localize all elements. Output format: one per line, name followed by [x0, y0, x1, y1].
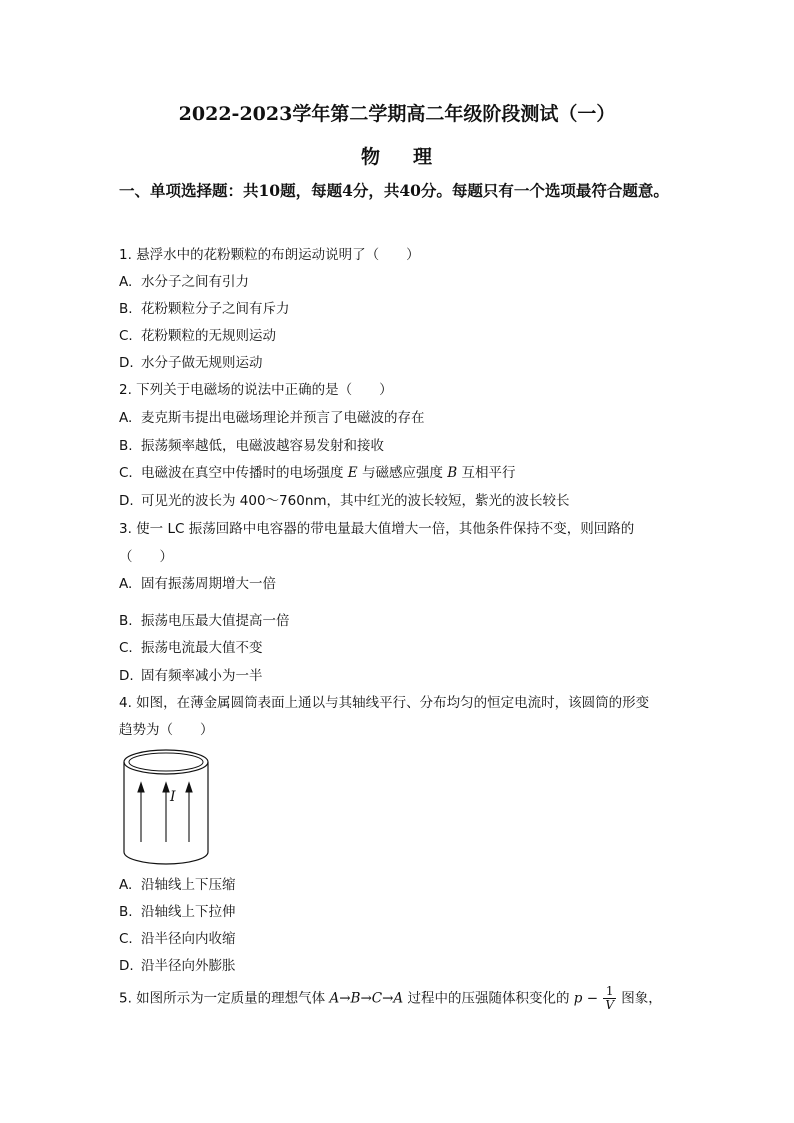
question-1-option-c: C. 花粉颗粒的无规则运动: [119, 328, 276, 344]
current-label: I: [170, 789, 176, 805]
question-2-option-b: B. 振荡频率越低，电磁波越容易发射和接收: [119, 438, 384, 454]
cylinder-top-inner: [129, 753, 203, 771]
question-4-stem-line2: 趋势为（ ）: [119, 722, 214, 738]
question-1-option-b: B. 花粉颗粒分子之间有斥力: [119, 301, 290, 317]
reciprocal-v-fraction: $\frac{1}{V}$: [605, 984, 614, 1012]
cylinder-top-outer: [124, 750, 208, 774]
process-path: A→B→C→A: [329, 990, 404, 1007]
question-3-stem-line1: 3. 使一 LC 振荡回路中电容器的带电量最大值增大一倍，其他条件保持不变，则回路的: [119, 521, 635, 537]
section-heading: 一、单项选择题：共10题，每题4分，共40分。每题只有一个选项最符合题意。: [119, 181, 669, 200]
question-3-stem-line2: （ ）: [119, 549, 173, 565]
question-4-option-d: D. 沿半径向外膨胀: [119, 958, 236, 974]
subject-char-1: 物: [360, 146, 381, 168]
question-5-stem: 5. 如图所示为一定质量的理想气体 A→B→C→A 过程中的压强随体积变化的 p − $\frac{1}{V}$ 图象，: [119, 984, 662, 1012]
question-4-stem-line1: 4. 如图，在薄金属圆筒表面上通以与其轴线平行、分布均匀的恒定电流时，该圆筒的形变: [119, 695, 650, 711]
question-2-option-c: C. 电磁波在真空中传播时的电场强度 E 与磁感应强度 B 互相平行: [119, 465, 516, 481]
question-1-option-a: A. 水分子之间有引力: [119, 274, 249, 290]
question-3-option-a: A. 固有振荡周期增大一倍: [119, 576, 276, 592]
current-arrows: [138, 783, 192, 842]
question-3-option-d: D. 固有频率减小为一半: [119, 668, 263, 684]
question-2-option-a: A. 麦克斯韦提出电磁场理论并预言了电磁波的存在: [119, 410, 425, 426]
question-4-option-c: C. 沿半径向内收缩: [119, 931, 236, 947]
question-1-stem: 1. 悬浮水中的花粉颗粒的布朗运动说明了（ ）: [119, 247, 420, 263]
question-3-option-c: C. 振荡电流最大值不变: [119, 640, 263, 656]
cylinder-figure: [119, 745, 214, 870]
question-3-option-b: B. 振荡电压最大值提高一倍: [119, 613, 290, 629]
question-4-option-a: A. 沿轴线上下压缩: [119, 877, 236, 893]
question-2-stem: 2. 下列关于电磁场的说法中正确的是（ ）: [119, 382, 393, 398]
question-2-option-d: D. 可见光的波长为 400～760nm，其中红光的波长较短，紫光的波长较长: [119, 493, 570, 509]
question-1-option-d: D. 水分子做无规则运动: [119, 355, 263, 371]
question-4-option-b: B. 沿轴线上下拉伸: [119, 904, 236, 920]
exam-title: 2022-2023学年第二学期高二年级阶段测试（一）: [178, 103, 616, 125]
subject-char-2: 理: [413, 146, 434, 168]
subject-title: [0, 142, 794, 169]
